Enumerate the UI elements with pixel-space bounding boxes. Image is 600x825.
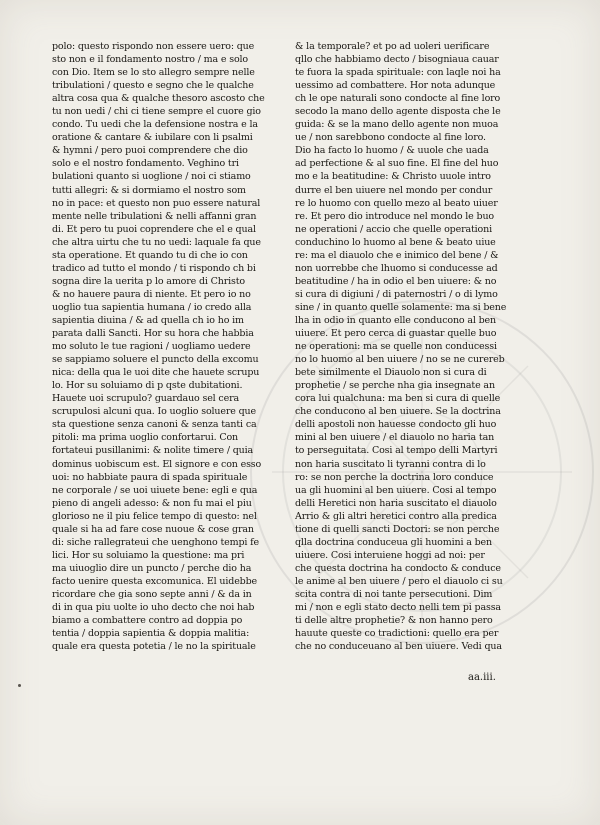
text-line: tu non uedi / chi ci tiene sempre el cuore gio — [52, 106, 261, 118]
text-line: ro: se non perche la doctrina loro conduce — [295, 471, 494, 483]
text-line: altra cosa qua & qualche thesoro ascosto che — [52, 93, 265, 105]
text-line: Arrio & gli altri heretici contro alla predica — [295, 510, 497, 522]
text-line: con Dio. Item se lo sto allegro sempre nelle — [52, 67, 255, 79]
text-line: lo. Hor su soluiamo di p qste dubitationi. — [52, 380, 243, 392]
text-line: ne operationi / accio che quelle operationi — [295, 223, 492, 235]
signature-mark: aa.iii. — [468, 672, 496, 683]
text-line: nica: della qua le uoi dite che hauete scrupu — [52, 367, 260, 379]
text-line: lici. Hor su soluiamo la questione: ma pri — [52, 549, 245, 561]
text-line: se sappiamo soluere el puncto della excomu — [52, 354, 259, 366]
text-line: sine / in quanto quelle solamente: ma si bene — [295, 301, 507, 313]
text-line: tribulationi / questo e segno che le qualche — [52, 80, 254, 92]
text-line: Hauete uoi scrupulo? guardauo sel cera — [52, 393, 239, 405]
text-line: bete similmente el Diauolo non si cura di — [295, 367, 487, 379]
text-line: scrupulosi alcuni qua. Io uoglio soluere que — [52, 406, 256, 418]
text-line: sta operatione. Et quando tu di che io con — [52, 249, 248, 261]
text-line: mo soluto le tue ragioni / uogliamo uedere — [52, 341, 251, 353]
text-line: & hymni / pero puoi comprendere che dio — [52, 145, 248, 157]
text-line: & la temporale? et po ad uoleri uerificare — [295, 41, 490, 52]
text-line: ne operationi: ma se quelle non conducessi — [295, 341, 497, 353]
text-line: ti delle altre prophetie? & non hanno pero — [295, 615, 493, 627]
text-line: sapientia diuina / & ad quella ch io ho im — [52, 314, 244, 326]
text-line: tutti allegri: & si dormiamo el nostro som — [52, 184, 246, 196]
text-line: facto uenire questa excomunica. El uidebbe — [52, 575, 258, 587]
text-line: che altra uirtu che tu no uedi: laquale fa que — [52, 236, 261, 248]
text-line: ma uiuoglio dire un puncto / perche dio ha — [52, 562, 252, 574]
text-line: dominus uobiscum est. El signore e con esso — [52, 458, 262, 470]
text-line: ne corporale / se uoi uiuete bene: egli e qua — [52, 484, 258, 496]
text-line: qllo che habbiamo decto / bisogniaua cauar — [295, 54, 499, 66]
text-line: guida: & se la mano dello agente non muoa — [295, 119, 499, 131]
text-line: re: ma el diauolo che e inimico del bene / & — [295, 249, 499, 261]
text-line: non uorrebbe che lhuomo si conducesse ad — [295, 262, 498, 274]
text-line: durre el ben uiuere nel mondo per condur — [295, 184, 493, 196]
text-line: pieno di angeli adesso: & non fu mai el piu — [52, 497, 252, 509]
text-line: tione di quelli sancti Doctori: se non perche — [295, 523, 500, 535]
text-line: beatitudine / ha in odio el ben uiuere: & no — [295, 275, 497, 287]
text-line: te fuora la spada spirituale: con laqle noi ha — [295, 67, 501, 79]
text-line: che questa doctrina ha condocto & conduce — [295, 562, 501, 574]
text-line: ua gli huomini al ben uiuere. Cosi al tempo — [295, 484, 497, 496]
text-line: mente nelle tribulationi & nelli affanni gran — [52, 210, 257, 222]
text-line: le anime al ben uiuere / pero el diauolo ci su — [295, 575, 503, 587]
text-line: scita contra di noi tante persecutioni. Dim — [295, 588, 493, 600]
text-line: re lo huomo con quello mezo al beato uiuer — [295, 197, 498, 209]
text-line: no lo huomo al ben uiuere / no se ne curereb — [295, 354, 505, 366]
text-line: ricordare che gia sono septe anni / & da in — [52, 588, 252, 600]
text-line: conduchino lo huomo al bene & beato uiue — [295, 236, 496, 248]
text-line: re. Et pero dio introduce nel mondo le buo — [295, 210, 494, 222]
text-line: parata dalli Sancti. Hor su hora che habbia — [52, 328, 254, 340]
text-line: prophetie / se perche nha gia insegnate an — [295, 380, 495, 392]
text-line: ch le ope naturali sono condocte al fine loro — [295, 93, 501, 105]
text-line: si cura di digiuni / di paternostri / o di lymo — [295, 288, 498, 300]
text-line: ue / non sarebbono condocte al fine loro. — [295, 132, 486, 144]
text-line: to perseguitata. Cosi al tempo delli Martyri — [295, 445, 498, 457]
text-line: cora lui qualchuna: ma ben si cura di quelle — [295, 393, 501, 405]
text-line: uoi: no habbiate paura di spada spirituale — [52, 471, 248, 483]
text-line: solo e el nostro fondamento. Veghino tri — [52, 158, 239, 170]
text-line: che no conduceuano al ben uiuere. Vedi qua — [295, 641, 502, 653]
text-line: quale si ha ad fare cose nuoue & cose gran — [52, 523, 254, 535]
text-line: condo. Tu uedi che la defensione nostra e la — [52, 119, 258, 131]
text-line: bulationi quanto si uoglione / noi ci stiamo — [52, 171, 251, 183]
text-line: lha in odio in quanto elle conducono al ben — [295, 314, 497, 326]
text-line: mini al ben uiuere / el diauolo no haria tan — [295, 432, 495, 444]
text-line: no in pace: et questo non puo essere natural — [52, 197, 261, 209]
text-line: uoglio tua sapientia humana / io credo alla — [52, 301, 252, 313]
text-column-left — [52, 40, 274, 653]
text-line: di in qua piu uolte io uho decto che noi hab — [52, 602, 255, 614]
text-line: fortateui pusillanimi: & nolite timere / quia — [52, 445, 254, 457]
text-line: tentia / doppia sapientia & doppia malitia: — [52, 628, 250, 640]
text-line: mi / non e egli stato decto nelli tem pi passa — [295, 602, 501, 614]
text-line: biamo a combattere contro ad doppia po — [52, 615, 243, 627]
text-line: sto non e il fondamento nostro / ma e solo — [52, 54, 248, 66]
text-line: delli apostoli non hauesse condocto gli huo — [295, 419, 497, 431]
text-line: tradico ad tutto el mondo / ti rispondo ch bi — [52, 262, 256, 274]
text-line: sta questione senza canoni & senza tanti ca — [52, 419, 257, 431]
text-line: mo e la beatitudine: & Christo uuole intro — [295, 171, 491, 183]
text-line: di: siche rallegrateui che uenghono tempi fe — [52, 536, 259, 548]
text-line: qlla doctrina conduceua gli huomini a ben — [295, 536, 492, 548]
text-line: uessimo ad combattere. Hor nota adunque — [295, 80, 496, 92]
text-line: glorioso ne il piu felice tempo di questo: nel — [52, 510, 257, 522]
text-line: pitoli: ma prima uoglio confortarui. Con — [52, 432, 238, 444]
text-line: & no hauere paura di niente. Et pero io no — [52, 288, 251, 300]
text-column-right — [295, 40, 517, 653]
text-line: ad perfectione & al suo fine. El fine del huo — [295, 158, 499, 170]
margin-mark — [18, 684, 21, 687]
text-line: non haria suscitato li tyranni contra di lo — [295, 458, 486, 470]
text-line: uiuere. Et pero cerca di guastar quelle buo — [295, 328, 497, 340]
text-line: quale era questa potetia / le no la spirituale — [52, 641, 256, 653]
text-line: polo: questo rispondo non essere uero: que — [52, 41, 255, 52]
text-line: di. Et pero tu puoi coprendere che el e qual — [52, 223, 256, 235]
text-line: uiuere. Cosi interuiene hoggi ad noi: per — [295, 549, 485, 561]
text-line: delli Heretici non haria suscitato el diauolo — [295, 497, 497, 509]
text-line: hauute queste co tradictioni: quello era per — [295, 628, 499, 640]
text-line: oratione & cantare & iubilare con li psalmi — [52, 132, 253, 144]
text-line: secodo la mano dello agente disposta che le — [295, 106, 501, 118]
text-line: Dio ha facto lo huomo / & uuole che uada — [295, 145, 489, 157]
text-line: che conducono al ben uiuere. Se la doctrina — [295, 406, 501, 418]
text-line: sogna dire la uerita p lo amore di Christo — [52, 275, 245, 287]
